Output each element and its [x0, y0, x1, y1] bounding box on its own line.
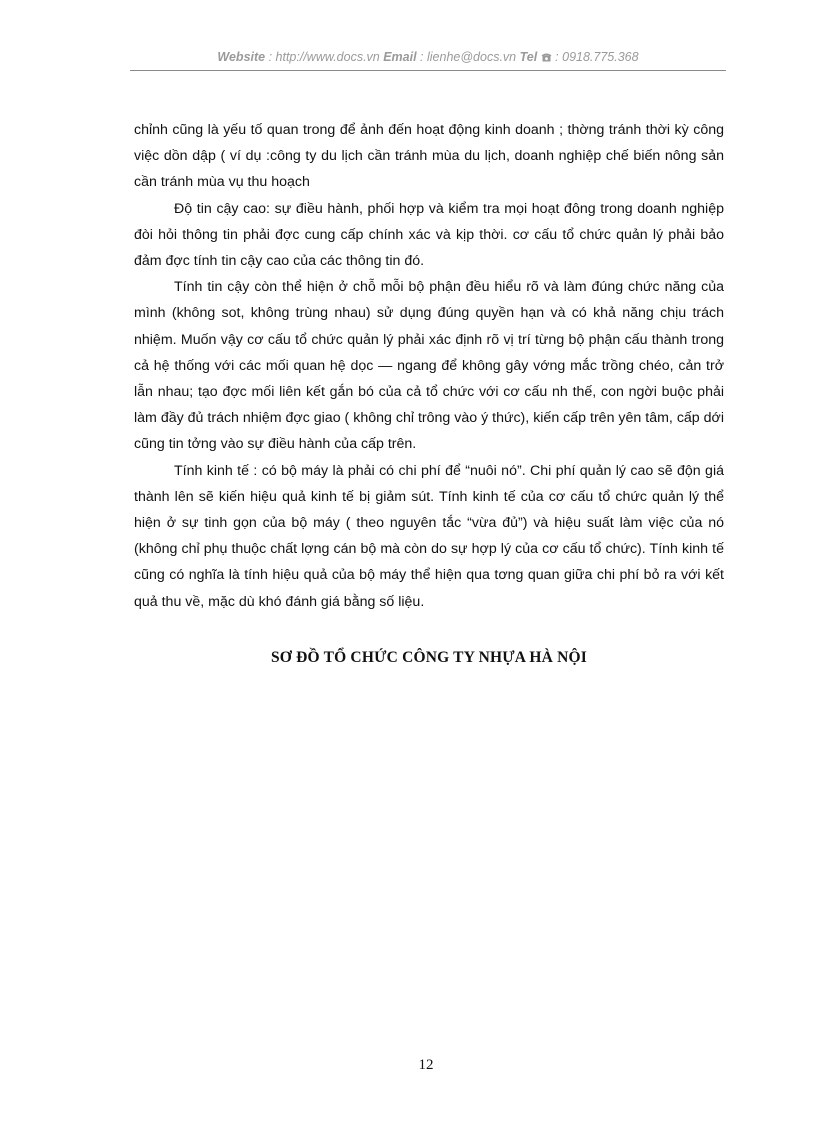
- website-value: : http://www.docs.vn: [265, 50, 384, 64]
- page-number: 12: [418, 1057, 434, 1073]
- document-body: [134, 117, 724, 615]
- telephone-icon: [541, 50, 552, 64]
- tel-value: : 0918.775.368: [551, 50, 639, 64]
- email-value: : lienhe@docs.vn: [416, 50, 520, 64]
- tel-label: Tel: [519, 50, 538, 64]
- paragraph-economy: Tính kinh tế : có bộ máy là phải có chi phí để “nuôi nó”. Chi phí quản lý cao sẽ độn giá thành lên sẽ kiến hiệu quả kinh tế bị giảm sút. Tính kinh tế của cơ cấu tổ chức quản lý thể hiện ở sự tinh gọn của bộ máy ( theo nguyên tắc “vừa đủ”) và hiệu suất làm việc của nó (không chỉ phụ thuộc chất lợng cán bộ mà còn do sự hợp lý của cơ cấu tổ chức). Tính kinh tế cũng có nghĩa là tính hiệu quả của bộ máy thể hiện qua tơng quan giữa chi phí bỏ ra với kết quả thu về, mặc dù khó đánh giá bằng số liệu.: [134, 462, 724, 610]
- website-label: Website: [217, 50, 266, 64]
- paragraph-planning: chỉnh cũng là yếu tố quan trong để ảnh đến hoạt động kinh doanh ; thờng tránh thời kỳ công việc dồn dập ( ví dụ :công ty du lịch cần tránh mùa du lịch, doanh nghiệp chế biến nông sản cần tránh mùa vụ thu hoạch: [134, 122, 724, 191]
- section-heading: SƠ ĐỒ TỔ CHỨC CÔNG TY NHỰA HÀ NỘI: [270, 649, 588, 666]
- paragraph-reliability: Độ tin cậy cao: sự điều hành, phối hợp và kiểm tra mọi hoạt đông trong doanh nghiệp đòi hỏi thông tin phải đợc cung cấp chính xác và kịp thời. cơ cấu tổ chức quản lý phải bảo đảm đợc tính tin cậy cao của các thông tin đó.: [134, 200, 724, 270]
- header-divider: [130, 70, 726, 71]
- email-label: Email: [383, 50, 417, 64]
- paragraph-reliability-detail: Tính tin cậy còn thể hiện ở chỗ mỗi bộ phận đều hiểu rõ và làm đúng chức năng của mình (không sot, không trùng nhau) sử dụng đúng quyền hạn và có khả năng chịu trách nhiệm. Muốn vậy cơ cấu tổ chức quản lý phải xác định rõ vị trí từng bộ phận cấu thành trong cả hệ thống với các mối quan hệ dọc — ngang để không gây vớng mắc trồng chéo, cản trở lẫn nhau; tạo đợc mối liên kết gắn bó của cả tổ chức với cơ cấu nh thế, con ngời buộc phải làm đầy đủ trách nhiệm đợc giao ( không chỉ trông vào ý thức), kiến cấp trên yên tâm, cấp dới cũng tin tởng vào sự điều hành của cấp trên.: [134, 279, 724, 453]
- page-header: [130, 50, 726, 64]
